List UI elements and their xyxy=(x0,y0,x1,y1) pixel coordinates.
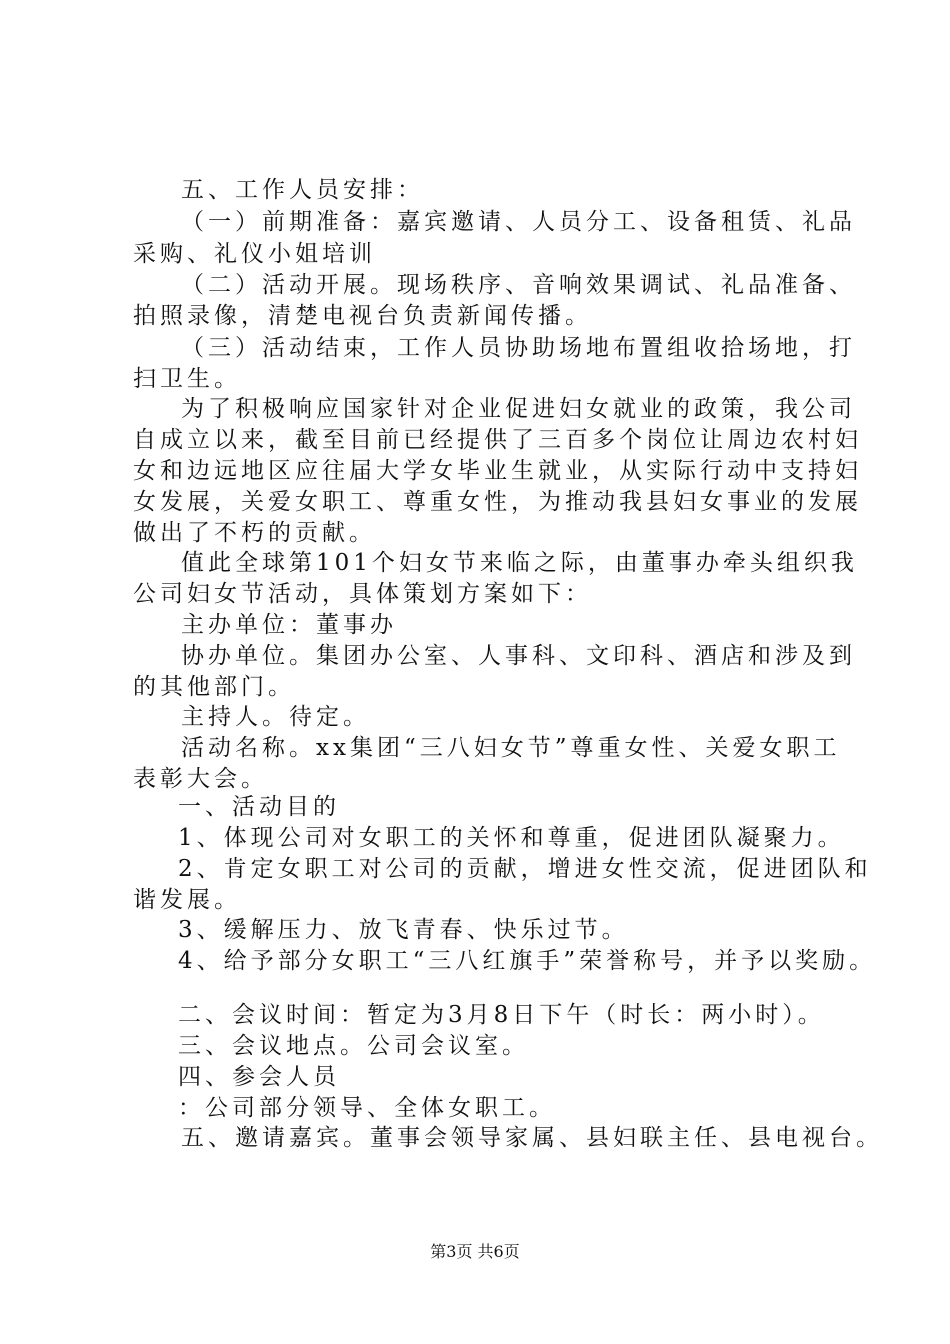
section-heading: 四、参会人员 xyxy=(178,1064,340,1090)
section-heading: 一、活动目的 xyxy=(178,794,340,820)
paragraph-line: ：公司部分领导、全体女职工。 xyxy=(178,1095,556,1121)
section-heading: 三、会议地点。公司会议室。 xyxy=(178,1033,529,1059)
list-item: 2、肯定女职工对公司的贡献，增进女性交流，促进团队和 xyxy=(178,856,872,882)
paragraph-line: 活动名称。xx集团“三八妇女节”尊重女性、关爱女职工 xyxy=(181,735,841,761)
paragraph-line: 的其他部门。 xyxy=(133,674,295,700)
paragraph-line: 公司妇女节活动，具体策划方案如下： xyxy=(133,581,592,607)
paragraph-line: 采购、礼仪小姐培训 xyxy=(133,241,376,267)
page-footer: 第3页 共6页 xyxy=(430,1242,520,1261)
paragraph-line: 表彰大会。 xyxy=(133,766,268,792)
list-item: 3、缓解压力、放飞青春、快乐过节。 xyxy=(178,917,629,943)
paragraph-line: 值此全球第101个妇女节来临之际，由董事办牵头组织我 xyxy=(181,550,858,576)
paragraph-line: 主持人。待定。 xyxy=(181,704,370,730)
section-heading: 二、会议时间：暂定为3月8日下午（时长：两小时）。 xyxy=(178,1002,825,1028)
paragraph-line: （三）活动结束，工作人员协助场地布置组收拾场地，打 xyxy=(181,335,856,361)
list-item: 4、给予部分女职工“三八红旗手”荣誉称号，并予以奖励。 xyxy=(178,948,877,974)
paragraph-line: 女发展，关爱女职工、尊重女性，为推动我县妇女事业的发展 xyxy=(133,489,862,515)
paragraph-line: 扫卫生。 xyxy=(133,366,241,392)
paragraph-line: （二）活动开展。现场秩序、音响效果调试、礼品准备、 xyxy=(181,272,856,298)
list-item: 1、体现公司对女职工的关怀和尊重，促进团队凝聚力。 xyxy=(178,825,845,851)
paragraph-line: 自成立以来，截至目前已经提供了三百多个岗位让周边农村妇 xyxy=(133,427,862,453)
paragraph-line: 协办单位。集团办公室、人事科、文印科、酒店和涉及到 xyxy=(181,643,856,669)
paragraph-line: （一）前期准备：嘉宾邀请、人员分工、设备租赁、礼品 xyxy=(181,209,856,235)
section-heading: 五、邀请嘉宾。董事会领导家属、县妇联主任、县电视台。 xyxy=(181,1125,883,1151)
section-heading: 五、工作人员安排： xyxy=(181,177,424,203)
paragraph-line: 做出了不朽的贡献。 xyxy=(133,520,376,546)
paragraph-line: 为了积极响应国家针对企业促进妇女就业的政策，我公司 xyxy=(181,396,856,422)
list-item: 谐发展。 xyxy=(133,887,241,913)
paragraph-line: 主办单位：董事办 xyxy=(181,612,397,638)
paragraph-line: 拍照录像，清楚电视台负责新闻传播。 xyxy=(133,303,592,329)
paragraph-line: 女和边远地区应往届大学女毕业生就业，从实际行动中支持妇 xyxy=(133,458,862,484)
